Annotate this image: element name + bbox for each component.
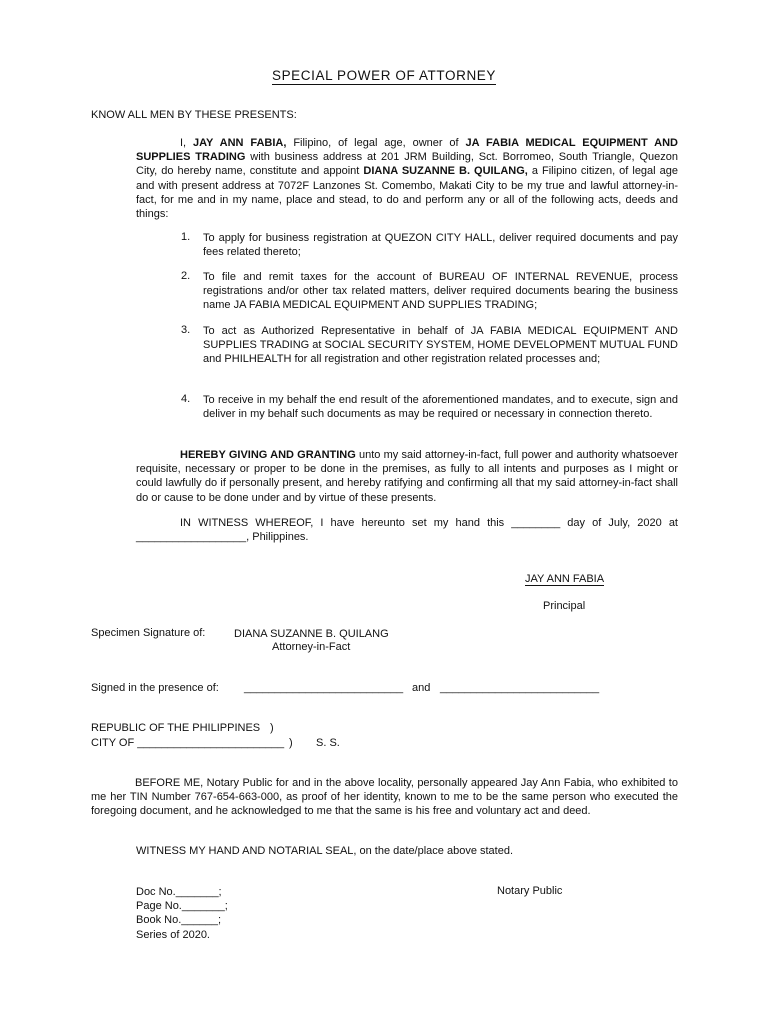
specimen-role: Attorney-in-Fact [272, 641, 351, 653]
specimen-name: DIANA SUZANNE B. QUILANG [234, 628, 389, 640]
notarial-seal-clause: WITNESS MY HAND AND NOTARIAL SEAL, on the date/place above stated. [136, 845, 514, 857]
principal-signature-name: JAY ANN FABIA [525, 573, 605, 585]
granting-paragraph: HEREBY GIVING AND GRANTING unto my said attorney-in-fact, full power and authority whatsoever requisite, necessary or proper to be done in the premises, as fully to all intents and purposes as I might or could lawfully do if personally present, and hereby ratifying and confirming all that my said attorney-in-fact shall do or cause to be done under and by virtue of these presents. [136, 449, 679, 504]
principal-role: Principal [543, 600, 586, 612]
witness-blank-1: __________________________ [244, 682, 404, 694]
series-year: Series of 2020. [136, 928, 210, 941]
attorney-name: DIANA SUZANNE B. QUILANG, [363, 165, 528, 178]
doc-references [136, 885, 228, 942]
presence-label: Signed in the presence of: [91, 682, 219, 694]
venue-ss: S. S. [316, 737, 340, 749]
witness-blank-2: __________________________ [440, 682, 600, 694]
book-number: Book No.______; [136, 914, 222, 927]
witness-clause: IN WITNESS WHEREOF, I have hereunto set my hand this ________ day of July, 2020 at __________________, Philippines. [136, 517, 678, 544]
notary-public-label: Notary Public [497, 885, 563, 897]
notary-paragraph: BEFORE ME, Notary Public for and in the above locality, personally appeared Jay Ann Fabia, who exhibited to me her TIN Number 767-654-663-000, as proof of her identity, known to me to be the same person who executed the foregoing document, and he acknowledged to me that the same is his free and voluntary act and deed. [91, 777, 678, 818]
principal-name: JAY ANN FABIA, [193, 137, 287, 149]
venue-city: CITY OF ________________________ [91, 737, 285, 749]
doc-number: Doc No._______; [136, 886, 222, 898]
venue-paren: ) [270, 722, 274, 734]
intro-paragraph: I, JAY ANN FABIA, Filipino, of legal age, owner of JA FABIA MEDICAL EQUIPMENT AND SUPPLIES TRADING with business address at 201 JRM Building, Sct. Borromeo, South Triangle, Quezon City, do hereby name, constitute and appoint DIANA SUZANNE B. QUILANG, a Filipino citizen, of legal age and with present address at 7072F Lanzones St. Comembo, Makati City to be my true and lawful attorney-in-fact, for me and in my name, place and stead, to do and perform any or all of the following acts, deeds and things: [136, 137, 678, 221]
presence-and: and [412, 682, 431, 694]
venue-paren: ) [289, 737, 293, 749]
document-title: SPECIAL POWER OF ATTORNEY [271, 68, 497, 83]
know-all-heading: KNOW ALL MEN BY THESE PRESENTS: [91, 109, 297, 121]
specimen-label: Specimen Signature of: [91, 627, 206, 639]
page-number: Page No._______; [136, 900, 228, 913]
venue-republic: REPUBLIC OF THE PHILIPPINES [91, 722, 261, 734]
business-name: JA FABIA MEDICAL EQUIPMENT AND SUPPLIES TRADING [136, 137, 678, 164]
